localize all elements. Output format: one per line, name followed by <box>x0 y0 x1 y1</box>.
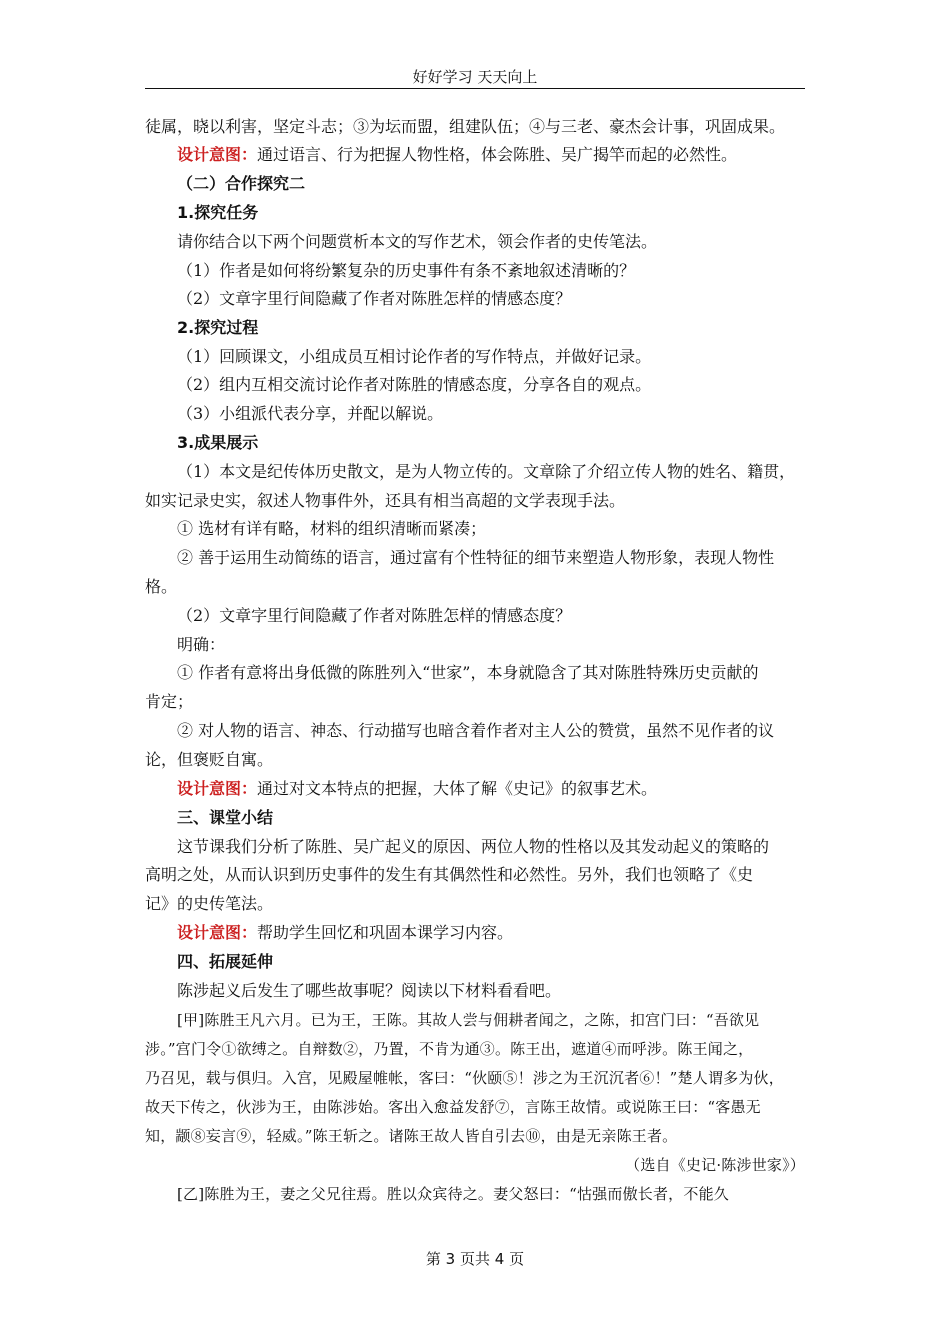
body-line: 记》的史传笔法。 <box>145 894 274 913</box>
classical-text-line: 故天下传之，伙涉为王，由陈涉始。客出入愈益发舒⑦，言陈王故情。或说陈王曰：“客愚无 <box>145 1098 761 1116</box>
body-line: 肯定； <box>145 692 194 711</box>
design-intent-label: 设计意图： <box>177 923 258 942</box>
body-line: 明确： <box>177 635 226 654</box>
subsection-heading: 1.探究任务 <box>177 203 259 222</box>
section-heading: 三、课堂小结 <box>177 808 274 827</box>
design-intent-line <box>177 144 842 166</box>
classical-text-line: 涉。”宫门令①欲缚之。自辩数②，乃置，不肯为通③。陈王出，遮道④而呼涉。陈王闻之， <box>145 1040 754 1058</box>
design-intent-text: 通过对文本特点的把握，大体了解《史记》的叙事艺术。 <box>257 779 658 798</box>
design-intent-line <box>177 922 842 944</box>
body-line: ② 对人物的语言、神态、行动描写也暗含着作者对主人公的赞赏，虽然不见作者的议 <box>177 721 775 740</box>
body-line: 请你结合以下两个问题赏析本文的写作艺术，领会作者的史传笔法。 <box>177 232 658 251</box>
design-intent-line <box>177 778 842 800</box>
body-line: 论，但褒贬自寓。 <box>145 750 274 769</box>
source-citation: （选自《史记·陈涉世家》） <box>625 1156 805 1174</box>
classical-text-line: [乙]陈胜为王，妻之父兄往焉。胜以众宾待之。妻父怒曰：“怙强而傲长者，不能久 <box>177 1185 729 1203</box>
classical-text-line: 乃召见，载与俱归。入宫，见殿屋帷帐，客曰：“伙颐⑤！涉之为王沉沉者⑥！”楚人谓多为伙， <box>145 1069 784 1087</box>
body-line: （2）文章字里行间隐藏了作者对陈胜怎样的情感态度？ <box>177 289 572 308</box>
section-heading: （二）合作探究二 <box>177 174 306 193</box>
body-line: 这节课我们分析了陈胜、吴广起义的原因、两位人物的性格以及其发动起义的策略的 <box>177 837 770 856</box>
subsection-heading: 3.成果展示 <box>177 433 259 452</box>
body-line: 如实记录史实，叙述人物事件外，还具有相当高超的文学表现手法。 <box>145 491 626 510</box>
body-line: （1）回顾课文，小组成员互相讨论作者的写作特点，并做好记录。 <box>177 347 652 366</box>
design-intent-label: 设计意图： <box>177 779 258 798</box>
body-line: 高明之处，从而认识到历史事件的发生有其偶然性和必然性。另外，我们也领略了《史 <box>145 865 754 884</box>
body-line: 陈涉起义后发生了哪些故事呢？阅读以下材料看看吧。 <box>177 981 562 1000</box>
page-number: 第 3 页共 4 页 <box>425 1250 525 1268</box>
classical-text-line: 知，颛⑧妄言⑨，轻威。”陈王斩之。诸陈王故人皆自引去⑩，由是无亲陈王者。 <box>145 1127 678 1145</box>
body-line: （3）小组派代表分享，并配以解说。 <box>177 404 444 423</box>
body-line: （2）文章字里行间隐藏了作者对陈胜怎样的情感态度？ <box>177 606 572 625</box>
body-line: （1）作者是如何将纷繁复杂的历史事件有条不紊地叙述清晰的？ <box>177 261 636 280</box>
body-line: （1）本文是纪传体历史散文，是为人物立传的。文章除了介绍立传人物的姓名、籍贯， <box>177 462 796 481</box>
body-line: ① 作者有意将出身低微的陈胜列入“世家”，本身就隐含了其对陈胜特殊历史贡献的 <box>177 663 759 682</box>
section-heading: 四、拓展延伸 <box>177 952 274 971</box>
header-rule <box>145 88 805 89</box>
design-intent-text: 通过语言、行为把握人物性格，体会陈胜、吴广揭竿而起的必然性。 <box>257 145 738 164</box>
design-intent-label: 设计意图： <box>177 145 258 164</box>
body-line: 格。 <box>145 577 178 596</box>
page-header: 好好学习 天天向上 <box>412 68 538 86</box>
body-line: （2）组内互相交流讨论作者对陈胜的情感态度，分享各自的观点。 <box>177 375 652 394</box>
subsection-heading: 2.探究过程 <box>177 318 259 337</box>
body-line: ① 选材有详有略，材料的组织清晰而紧凑； <box>177 519 487 538</box>
design-intent-text: 帮助学生回忆和巩固本课学习内容。 <box>257 923 514 942</box>
classical-text-line: [甲]陈胜王凡六月。已为王，王陈。其故人尝与佣耕者闻之，之陈，扣宫门曰：“吾欲见 <box>177 1011 760 1029</box>
body-line: 徒属，晓以利害，坚定斗志；③为坛而盟，组建队伍；④与三老、豪杰会计事，巩固成果。 <box>145 117 786 136</box>
body-line: ② 善于运用生动简练的语言，通过富有个性特征的细节来塑造人物形象，表现人物性 <box>177 548 775 567</box>
